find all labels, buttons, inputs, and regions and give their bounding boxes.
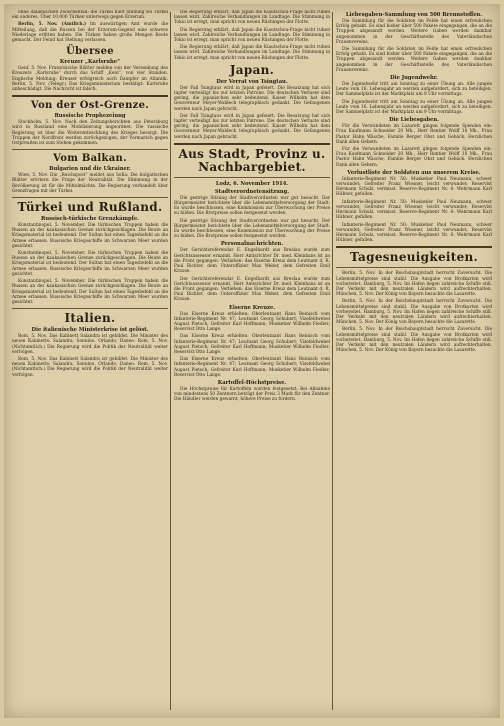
- paragraph: Genf, 5. Nov. Französische Blätter melden von der Versenkung des Kreuzers „Karlsruhe“ durch das Schiff „Kent“, von vier Stunden. Englische Meldung: Kreuzer erfolgreich auch Dampfer im Atlantik. Berlin, 5. Nov. (Telegr.) Das Kriegsministerium bestätigt: Karlsruhe unbeschädigt. Die Nachricht ist falsch.: [12, 66, 168, 93]
- subheading: Die Liebesgaben.: [389, 117, 439, 124]
- subheading: Russisch-türkische Grenzkämpfe.: [41, 216, 139, 223]
- paragraph: Rom, 5. Nov. Das Kabinett Salandra ist gebildet. Die Minister des neuen Kabinetts: Salandra, Sonnino, Orlando, Daneo. Rom, 5. Nov. (Nichtamtlich.) Die Regierung wird die Politik der Neutralität weiter verfolgen.: [12, 356, 168, 378]
- paragraph: Berlin, 5. Nov. In der Reichshauptstadt herrscht Zuversicht. Die Lebensmittelpreise sind stabil. Die Ausgabe von Brotkarten wird vorbereitet. Hamburg, 5. Nov. Im Hafen liegen zahlreiche Schiffe still. Der Verkehr mit den neutralen Ländern wird aufrechterhalten. München, 5. Nov. Der König von Bayern besuchte die Lazarette.: [336, 271, 492, 298]
- subheading: Die Jugendwehr.: [390, 75, 438, 82]
- paragraph: Für die Verwundeten im Lazarett gingen folgende Spenden ein: Frau Kaufmann Schneider 20 Mk., Herr Rentier Wolff 10 Mk., Frau Pastor Hahn Wäsche, Familie Berger Obst und Gebäck. Herzlichen Dank allen Gebern.: [336, 147, 492, 168]
- dateline: Lodz, 6. November 1914.: [215, 180, 289, 187]
- section-heading: Tagesneuigkeiten.: [349, 250, 479, 265]
- paragraph: Das Eiserne Kreuz erhielten: Oberleutnant Hans Reinisch vom Infanterie-Regiment Nr. 47; Leutnant Georg Schubert; Vizefeldwebel August Pietsch; Gefreiter Karl Hoffmann; Musketier Wilhelm Fiedler; Reservist Otto Lange.: [174, 357, 330, 378]
- divider: [12, 95, 168, 97]
- paragraph: Die Regierung erklärt, daß Japan die Kiautschou-Frage nicht ruhen lassen wird. Zahlreiche Verhandlungen im Landtage. Die Stimmung in Tokio ist erregt, man spricht von neuen Rüstungen der Flotte.: [174, 45, 330, 61]
- paragraph: Die Sammlung für die Soldaten im Felde hat einen erfreulichen Erfolg gehabt. Es sind bisher über 500 Pakete eingegangen, die an die Truppen abgesandt werden. Weitere Gaben werden dankbar angenommen in der Geschäftsstelle des Vaterländischen Frauenvereins.: [336, 47, 492, 73]
- subheading: Eiserne Kreuze.: [228, 304, 276, 311]
- divider: [336, 246, 492, 248]
- section-heading: Aus Stadt, Provinz u. Nachbargebiet.: [178, 146, 326, 174]
- paragraph: Infanterie-Regiment Nr. 50: Musketier Paul Neumann, schwer verwundet; Gefreiter Franz Wiesner, leicht verwundet; Reservist Hermann Schulz, vermisst. Reserve-Regiment Nr. 6: Wehrmann Karl Hübner, gefallen.: [336, 176, 492, 198]
- subheading: Liebesgaben-Sammlung von 500 Brennstoffen.: [345, 12, 483, 18]
- paragraph: Der Fall Tsingtaus wird in Japan gefeiert. Die Besatzung hat sich tapfer verteidigt bis zur letzten Patrone. Die deutschen Verluste sind gering, die japanischen sehr bedeutend. Kaiser Wilhelm hat dem Gouverneur Meyer-Waldeck telegraphisch gedankt. Die Gefangenen werden nach Japan gebracht.: [174, 85, 330, 112]
- paragraph: Die Höchstpreise für Kartoffeln wurden festgesetzt. Bei Abnahme von mindestens 50 Zentnern beträgt der Preis 3 Mark für den Zentner. Die Händler werden gewarnt, höhere Preise zu fordern.: [174, 386, 330, 403]
- paragraph: Die gestrige Sitzung der Stadtverordneten war gut besucht. Der Bürgermeister berichtete über die Lebensmittelversorgung der Stadt. Es wurde beschlossen, eine Kommission zur Überwachung der Preise zu bilden. Die Brotpreise sollen festgesetzt werden.: [174, 218, 330, 240]
- paragraph: Die Sammlung für die Soldaten im Felde hat einen erfreulichen Erfolg gehabt. Es sind bisher über 500 Pakete eingegangen, die an die Truppen abgesandt werden. Weitere Gaben werden dankbar angenommen in der Geschäftsstelle des Vaterländischen Frauenvereins.: [336, 19, 492, 45]
- paragraph: Die Jugendwehr tritt am Sonntag zu einer Übung an. Alle jungen Leute vom 16. Lebensjahr an werden aufgefordert, sich zu beteiligen. Der Sammelplatz ist der Marktplatz um 9 Uhr vormittags.: [336, 82, 492, 98]
- paragraph: Die gestrige Sitzung der Stadtverordneten war gut besucht. Der Bürgermeister berichtete über die Lebensmittelversorgung der Stadt. Es wurde beschlossen, eine Kommission zur Überwachung der Preise zu bilden. Die Brotpreise sollen festgesetzt werden.: [174, 195, 330, 217]
- divider: [174, 143, 330, 145]
- column-1: [12, 10, 168, 712]
- section-heading: Übersee: [66, 46, 114, 58]
- subheading: Russische Prophezeiung: [54, 113, 126, 120]
- column-3: [336, 10, 492, 712]
- paragraph: Die Regierung erklärt, daß Japan die Kiautschou-Frage nicht ruhen lassen wird. Zahlreiche Verhandlungen im Landtage. Die Stimmung in Tokio ist erregt, man spricht von neuen Rüstungen der Flotte.: [174, 10, 330, 26]
- paragraph: Der Gerichtsreferendar E. Engelhardt aus Breslau wurde zum Gerichtsassessor ernannt. Herr Amtsrichter Dr. med. Kleinhans ist an die Front gegangen. Verliehen: das Eiserne Kreuz dem Leutnant d. R. Paul Richter, dem Unteroffizier Max Weber, dem Gefreiten Emil Krause.: [174, 276, 330, 303]
- column-rule: [170, 12, 171, 710]
- section-heading: Japan.: [229, 62, 275, 77]
- subheading: Personalnachrichten.: [220, 241, 284, 248]
- paragraph: Stockholm, 5. Nov. Nach den Zeitungsberichten aus Petersburg wird in Russland eine Mobilisierung angeordnet. Die russische Regierung ist über die Weiterentwicklung des Krieges besorgt. Die Truppen der Nordfront werden zurückgezogen, der Vormarsch gegen Ostpreußen ist zum Stehen gekommen.: [12, 120, 168, 147]
- subheading: Verlustliste der Soldaten aus unserem Kreise.: [347, 169, 481, 176]
- subheading: Kreuzer „Karlsruhe“: [59, 59, 121, 66]
- paragraph: Das Eiserne Kreuz erhielten: Oberleutnant Hans Reinisch vom Infanterie-Regiment Nr. 47; Leutnant Georg Schubert; Vizefeldwebel August Pietsch; Gefreiter Karl Hoffmann; Musketier Wilhelm Fiedler; Reservist Otto Lange.: [174, 311, 330, 333]
- paragraph: Konstantinopel, 5. November. Die türkischen Truppen haben die Russen an der kaukasischen Grenze zurückgeschlagen. Die Beute an Kriegsmaterial ist bedeutend. Der Sultan hat einen Tagesbefehl an die Armee erlassen. Russische Kriegsschiffe im Schwarzen Meer wurden gesichtet.: [12, 251, 168, 277]
- article-text: Im auswärtigen Amt wurde die Mitteilung, daß die Russen bei der Erzerum-Gegend eine schwere Niederlage erlitten haben. Die Türken haben große Mengen Beute gemacht. Der Feind hat Stellung verlassen.: [12, 22, 168, 44]
- section-heading: Vom Balkan.: [53, 153, 127, 165]
- paragraph: Infanterie-Regiment Nr. 50: Musketier Paul Neumann, schwer verwundet; Gefreiter Franz Wiesner, leicht verwundet; Reservist Hermann Schulz, vermisst. Reserve-Regiment Nr. 6: Wehrmann Karl Hübner, gefallen.: [336, 199, 492, 221]
- paragraph: Berlin, 5. Nov. In der Reichshauptstadt herrscht Zuversicht. Die Lebensmittelpreise sind stabil. Die Ausgabe von Brotkarten wird vorbereitet. Hamburg, 5. Nov. Im Hafen liegen zahlreiche Schiffe still. Der Verkehr mit den neutralen Ländern wird aufrechterhalten. München, 5. Nov. Der König von Bayern besuchte die Lazarette.: [336, 327, 492, 354]
- subheading: Die italienische Ministerkrise ist gelöst.: [31, 327, 149, 334]
- section-heading: Italien.: [64, 311, 116, 326]
- subheading: Stadtverordnetensitzung.: [214, 188, 290, 195]
- divider: [12, 308, 168, 309]
- paragraph: Für die Verwundeten im Lazarett gingen folgende Spenden ein: Frau Kaufmann Schneider 20 Mk., Herr Rentier Wolff 10 Mk., Frau Pastor Hahn Wäsche, Familie Berger Obst und Gebäck. Herzlichen Dank allen Gebern.: [336, 124, 492, 145]
- divider: [12, 149, 168, 150]
- paragraph: Konstantinopel, 5. November. Die türkischen Truppen haben die Russen an der kaukasischen Grenze zurückgeschlagen. Die Beute an Kriegsmaterial ist bedeutend. Der Sultan hat einen Tagesbefehl an die Armee erlassen. Russische Kriegsschiffe im Schwarzen Meer wurden gesichtet.: [12, 223, 168, 249]
- subheading: Der Verrat von Tsingtau.: [216, 78, 288, 85]
- paragraph: Konstantinopel, 5. November. Die türkischen Truppen haben die Russen an der kaukasischen Grenze zurückgeschlagen. Die Beute an Kriegsmaterial ist bedeutend. Der Sultan hat einen Tagesbefehl an die Armee erlassen. Russische Kriegsschiffe im Schwarzen Meer wurden gesichtet.: [12, 279, 168, 305]
- paragraph: Der Fall Tsingtaus wird in Japan gefeiert. Die Besatzung hat sich tapfer verteidigt bis zur letzten Patrone. Die deutschen Verluste sind gering, die japanischen sehr bedeutend. Kaiser Wilhelm hat dem Gouverneur Meyer-Waldeck telegraphisch gedankt. Die Gefangenen werden nach Japan gebracht.: [174, 113, 330, 140]
- paragraph: Berlin, 5. Nov. In der Reichshauptstadt herrscht Zuversicht. Die Lebensmittelpreise sind stabil. Die Ausgabe von Brotkarten wird vorbereitet. Hamburg, 5. Nov. Im Hafen liegen zahlreiche Schiffe still. Der Verkehr mit den neutralen Ländern wird aufrechterhalten. München, 5. Nov. Der König von Bayern besuchte die Lazarette.: [336, 299, 492, 326]
- column-rule: [332, 12, 333, 710]
- divider: [336, 267, 492, 268]
- column-2: [174, 10, 330, 712]
- paragraph: Der Gerichtsreferendar E. Engelhardt aus Breslau wurde zum Gerichtsassessor ernannt. Herr Amtsrichter Dr. med. Kleinhans ist an die Front gegangen. Verliehen: das Eiserne Kreuz dem Leutnant d. R. Paul Richter, dem Unteroffizier Max Weber, dem Gefreiten Emil Krause.: [174, 248, 330, 275]
- dateline: Berlin, 5. Nov. (Amtlich.): [18, 22, 87, 28]
- paragraph: [12, 22, 168, 43]
- paragraph: Die Regierung erklärt, daß Japan die Kiautschou-Frage nicht ruhen lassen wird. Zahlreiche Verhandlungen im Landtage. Die Stimmung in Tokio ist erregt, man spricht von neuen Rüstungen der Flotte.: [174, 27, 330, 44]
- paragraph: Das Eiserne Kreuz erhielten: Oberleutnant Hans Reinisch vom Infanterie-Regiment Nr. 47; Leutnant Georg Schubert; Vizefeldwebel August Pietsch; Gefreiter Karl Hoffmann; Musketier Wilhelm Fiedler; Reservist Otto Lange.: [174, 334, 330, 355]
- section-heading: Türkei und Rußland.: [17, 200, 163, 215]
- section-heading: Von der Ost-Grenze.: [30, 100, 150, 112]
- paragraph: Wien, 5. Nov. Die „Reichspost“ meldet aus Sofia: Die bulgarischen Blätter erörtern die Frage der Neutralität. Die Stimmung in der Bevölkerung ist für die Mittelmächte. Die Regierung verhandelt über Grenzfragen mit der Türkei.: [12, 173, 168, 194]
- paragraph: Infanterie-Regiment Nr. 50: Musketier Paul Neumann, schwer verwundet; Gefreiter Franz Wiesner, leicht verwundet; Reservist Hermann Schulz, vermisst. Reserve-Regiment Nr. 6: Wehrmann Karl Hübner, gefallen.: [336, 222, 492, 244]
- paragraph: Rom, 5. Nov. Das Kabinett Salandra ist gebildet. Die Minister des neuen Kabinetts: Salandra, Sonnino, Orlando, Daneo. Rom, 5. Nov. (Nichtamtlich.) Die Regierung wird die Politik der Neutralität weiter verfolgen.: [12, 334, 168, 355]
- divider: [12, 197, 168, 198]
- paragraph: Die Jugendwehr tritt am Sonntag zu einer Übung an. Alle jungen Leute vom 16. Lebensjahr an werden aufgefordert, sich zu beteiligen. Der Sammelplatz ist der Marktplatz um 9 Uhr vormittags.: [336, 99, 492, 116]
- divider: [174, 177, 330, 178]
- paragraph: ohne italienischen Zwischenfall; die Türkei hielt Stellung sei Türkei ein anderes. Über 10.000 Türken unterwegs gegen Erzerum.: [12, 10, 168, 21]
- subheading: Kartoffel-Höchstpreise.: [217, 379, 287, 386]
- newspaper-page: [4, 4, 500, 718]
- subheading: Bulgarien und die Ukrainer.: [49, 166, 131, 173]
